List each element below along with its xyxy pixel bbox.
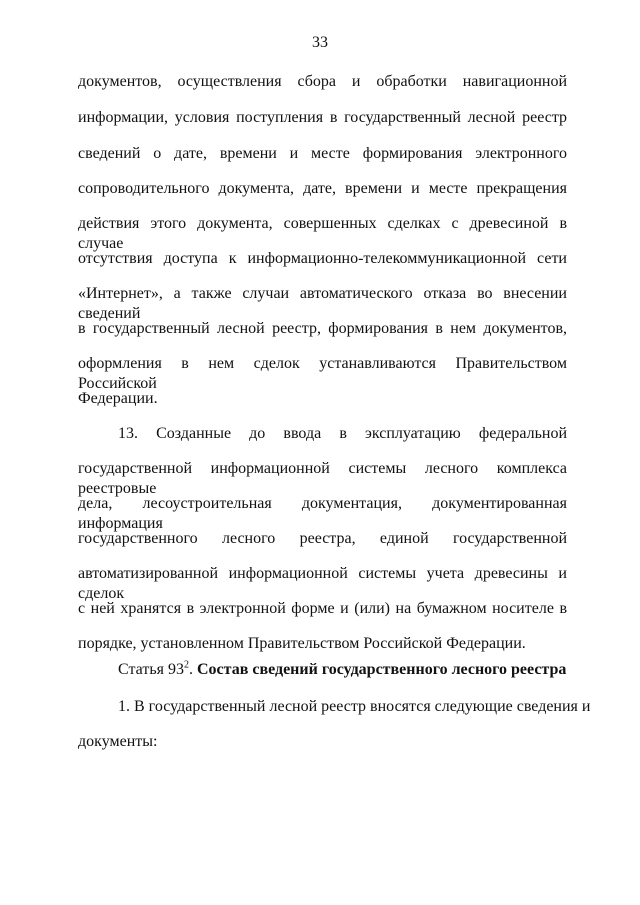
- paragraph-line: «Интернет», а также случаи автоматического отказа во внесении сведений: [78, 285, 567, 322]
- paragraph-line: дела, лесоустроительная документация, документированная информация: [78, 495, 567, 532]
- paragraph-line: сопроводительного документа, дате, времени и месте прекращения: [78, 180, 567, 197]
- paragraph-line: порядке, установленном Правительством Российской Федерации.: [78, 635, 526, 652]
- paragraph-line: документов, осуществления сбора и обработки навигационной: [78, 73, 567, 90]
- paragraph-line: с ней хранятся в электронной форме и (или) на бумажном носителе в: [78, 600, 567, 617]
- article-superscript: 2: [183, 659, 189, 671]
- paragraph-line: информации, условия поступления в государственный лесной реестр: [78, 109, 567, 126]
- paragraph-line: отсутствия доступа к информационно-телекоммуникационной сети: [78, 250, 567, 267]
- paragraph-line: 1. В государственный лесной реестр вносятся следующие сведения и: [118, 698, 591, 715]
- paragraph-line: оформления в нем сделок устанавливаются Правительством Российской: [78, 355, 567, 392]
- paragraph-line: действия этого документа, совершенных сделках с древесиной в случае: [78, 215, 567, 252]
- paragraph-line: сведений о дате, времени и месте формирования электронного: [78, 145, 567, 162]
- paragraph-line: государственного лесного реестра, единой государственной: [78, 530, 567, 547]
- paragraph-line: в государственный лесной реестр, формирования в нем документов,: [78, 320, 567, 337]
- article-heading: [118, 660, 567, 680]
- paragraph-line: автоматизированной информационной системы учета древесины и сделок: [78, 565, 567, 602]
- paragraph-line: государственной информационной системы лесного комплекса реестровые: [78, 460, 567, 497]
- article-prefix: Статья 93: [118, 661, 184, 678]
- article-title: Состав сведений государственного лесного реестра: [196, 661, 567, 678]
- paragraph-line: документы:: [78, 733, 158, 750]
- article-period: .: [188, 661, 193, 678]
- paragraph-line: 13. Созданные до ввода в эксплуатацию федеральной: [118, 425, 567, 442]
- page-number: 33: [312, 34, 328, 51]
- paragraph-line: Федерации.: [78, 390, 158, 407]
